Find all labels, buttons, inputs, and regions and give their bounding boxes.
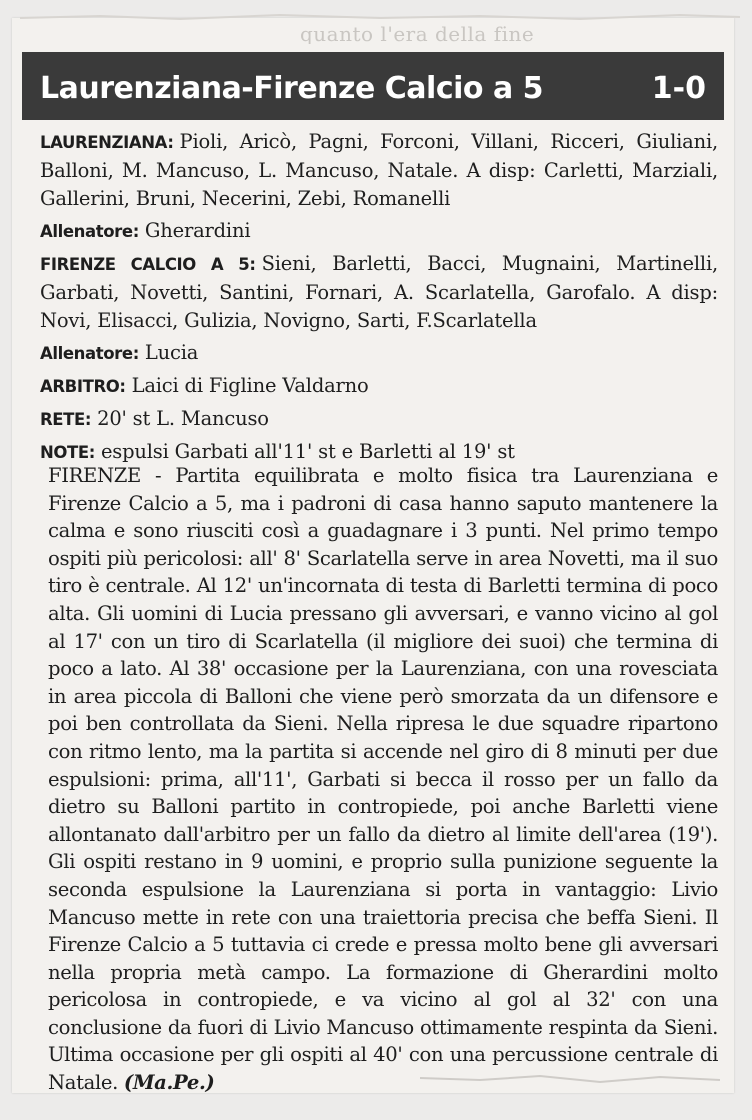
away-coach-name: Lucia (144, 341, 199, 364)
away-coach-label: Allenatore: (40, 344, 139, 363)
match-details (40, 128, 718, 471)
referee-row (40, 372, 718, 401)
notes-detail: espulsi Garbati all'11' st e Barletti al 19' st (100, 440, 515, 463)
referee-name: Laici di Figline Valdarno (131, 374, 369, 397)
home-team-label: LAURENZIANA: (40, 133, 174, 152)
bleed-through-text: quanto l'era della fine (300, 22, 535, 44)
away-lineup (40, 250, 718, 335)
away-players: Sieni, Barletti, Bacci, Mugnaini, Martinelli, Garbati, Novetti, Santini, Fornari, A. Scarlatella, Garofalo. A disp: Novi, Elisacci, Gulizia, Novigno, Sarti, F.Scarlatella (40, 252, 718, 332)
home-lineup (40, 128, 718, 213)
goal-row (40, 405, 718, 434)
match-title: Laurenziana-Firenze Calcio a 5 (40, 70, 544, 106)
away-coach (40, 339, 718, 368)
article-signature: (Ma.Pe.) (123, 1071, 215, 1095)
goal-detail: 20' st L. Mancuso (97, 407, 269, 430)
article-text: FIRENZE - Partita equilibrata e molto fisica tra Laurenziana e Firenze Calcio a 5, ma i padroni di casa hanno saputo mantenere la calma e sono riusciti così a guadagnare i 3 punti. Nel primo tempo ospiti più pericolosi: all' 8' Scarlatella serve in area Novetti, ma il suo tiro è centrale. Al 12' un'incornata di testa di Barletti termina di poco alta. Gli uomini di Lucia pressano gli avversari, e vanno vicino al gol al 17' con un tiro di Scarlatella (il migliore dei suoi) che termina di poco a lato. Al 38' occasione per la Laurenziana, con una rovesciata in area piccola di Balloni che viene però smorzata da un difensore e poi ben controllata da Sieni. Nella ripresa le due squadre ripartono con ritmo lento, ma la partita si accende nel giro di 8 minuti per due espulsioni: prima, all'11', Garbati si becca il rosso per un fallo da dietro su Balloni partito in contropiede, poi anche Barletti viene allontanato dall'arbitro per un fallo da dietro al limite dell'area (19'). Gli ospiti restano in 9 uomini, e proprio sulla punizione seguente la seconda espulsione la Laurenziana si porta in vantaggio: Livio Mancuso mette in rete con una traiettoria precisa che beffa Sieni. Il Firenze Calcio a 5 tuttavia ci crede e pressa molto bene gli avversari nella propria metà campo. La formazione di Gherardini molto pericolosa in contropiede, e va vicino al gol al 32' con una conclusione da fuori di Livio Mancuso ottimamente respinta da Sieni. Ultima occasione per gli ospiti al 40' con una percussione centrale di Natale. (48, 464, 718, 1095)
torn-edge-bottom (420, 1060, 720, 1090)
referee-label: ARBITRO: (40, 377, 126, 396)
home-coach-name: Gherardini (144, 219, 251, 242)
torn-edge-top (20, 6, 740, 20)
home-coach-label: Allenatore: (40, 222, 139, 241)
home-players: Pioli, Aricò, Pagni, Forconi, Villani, Ricceri, Giuliani, Balloni, M. Mancuso, L. Mancuso, Natale. A disp: Carletti, Marziali, Gallerini, Bruni, Necerini, Zebi, Romanelli (40, 130, 718, 210)
home-coach (40, 217, 718, 246)
goal-label: RETE: (40, 410, 92, 429)
away-team-label: FIRENZE CALCIO A 5: (40, 255, 256, 274)
match-score: 1-0 (651, 70, 706, 106)
notes-label: NOTE: (40, 443, 95, 462)
match-header (22, 52, 724, 120)
article-body (48, 462, 718, 1097)
